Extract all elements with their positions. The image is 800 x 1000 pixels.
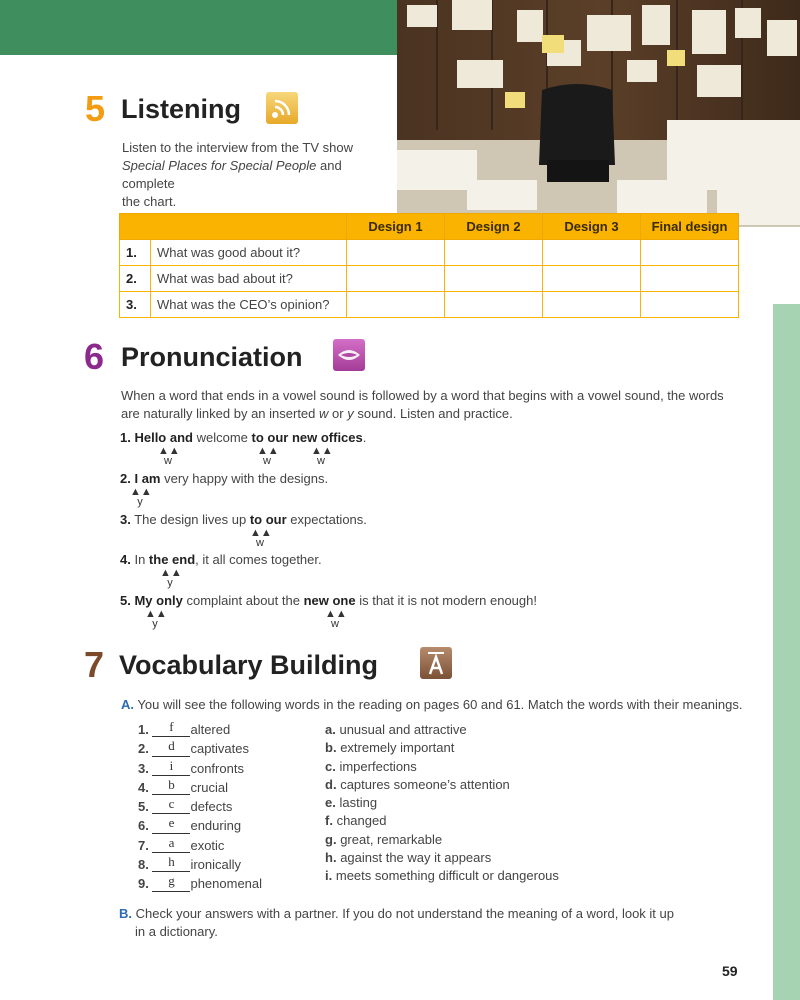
answer-cell[interactable]: [445, 240, 543, 266]
answer-cell[interactable]: [543, 240, 641, 266]
link-mark: ▲▲ w: [250, 527, 272, 549]
list-item: e. lasting: [325, 795, 378, 811]
answer-cell[interactable]: [347, 266, 445, 292]
list-item: g. great, remarkable: [325, 831, 443, 847]
list-item: 7. a exotic: [138, 834, 225, 853]
answer-cell[interactable]: [543, 292, 641, 318]
pronunciation-intro: When a word that ends in a vowel sound is followed by a word that begins with a vowel sound, the words are naturally linked by an inserted w or y sound. Listen and practice.: [121, 388, 724, 421]
answer-cell[interactable]: [641, 240, 739, 266]
vocab-word-list: [138, 721, 308, 895]
link-mark: ▲▲ w: [257, 445, 279, 467]
answer-blank[interactable]: g: [152, 872, 190, 891]
answer-blank[interactable]: c: [152, 795, 190, 814]
link-mark: ▲▲ y: [160, 567, 182, 589]
chart-header-blank: [120, 214, 347, 240]
section-number-pronunciation: 6: [84, 336, 105, 377]
pron-item-1: 1. Hello and welcome to our new offices.: [120, 430, 367, 445]
answer-cell[interactable]: [445, 266, 543, 292]
answer-cell[interactable]: [445, 292, 543, 318]
list-item: h. against the way it appears: [325, 850, 492, 866]
section-title-pronunciation: Pronunciation: [121, 342, 303, 372]
answer-cell[interactable]: [347, 292, 445, 318]
row-number: 1.: [120, 240, 151, 266]
list-item: 3. i confronts: [138, 757, 244, 776]
list-item: 6. e enduring: [138, 815, 242, 834]
answer-blank[interactable]: f: [152, 718, 190, 737]
chart-header: Final design: [641, 214, 739, 240]
link-mark: ▲▲ y: [130, 486, 152, 508]
table-row: [120, 240, 739, 266]
row-question: What was bad about it?: [151, 266, 347, 292]
row-question: What was good about it?: [151, 240, 347, 266]
list-item: 2. d captivates: [138, 738, 250, 757]
chart-header: Design 3: [543, 214, 641, 240]
pron-item-4: 4. In the end, it all comes together.: [120, 552, 322, 567]
list-item: 4. b crucial: [138, 776, 229, 795]
table-row: [120, 266, 739, 292]
list-item: d. captures someone’s attention: [325, 776, 510, 792]
answer-blank[interactable]: h: [152, 853, 190, 872]
vocab-letter-icon[interactable]: [420, 647, 452, 679]
list-item: c. imperfections: [325, 758, 417, 774]
vocab-instruction-a: A. You will see the following words in the reading on pages 60 and 61. Match the words with their meanings.: [121, 697, 743, 712]
listening-chart: [119, 213, 739, 318]
row-number: 2.: [120, 266, 151, 292]
vocab-instruction-b: B. Check your answers with a partner. If you do not understand the meaning of a word, look it up in a dictionary.: [119, 906, 674, 939]
mouth-icon[interactable]: [333, 339, 365, 371]
table-row: [120, 292, 739, 318]
header-band: [0, 0, 400, 55]
answer-blank[interactable]: i: [152, 757, 190, 776]
answer-cell[interactable]: [347, 240, 445, 266]
sidebar-strip: [773, 304, 800, 1000]
list-item: 9. g phenomenal: [138, 873, 263, 892]
answer-blank[interactable]: a: [152, 834, 190, 853]
list-item: 5. c defects: [138, 796, 233, 815]
answer-blank[interactable]: d: [152, 737, 190, 756]
answer-blank[interactable]: e: [152, 814, 190, 833]
list-item: b. extremely important: [325, 740, 455, 756]
link-mark: ▲▲ w: [158, 445, 180, 467]
pron-item-5: 5. My only complaint about the new one is that it is not modern enough!: [120, 593, 537, 608]
answer-cell[interactable]: [641, 292, 739, 318]
section-number-listening: 5: [85, 88, 106, 129]
pron-item-2: 2. I am very happy with the designs.: [120, 471, 329, 486]
row-question: What was the CEO’s opinion?: [151, 292, 347, 318]
answer-blank[interactable]: b: [152, 776, 190, 795]
answer-cell[interactable]: [543, 266, 641, 292]
listening-intro: Listen to the interview from the TV show Special Places for Special People and complete the chart.: [122, 140, 353, 209]
chart-header: Design 2: [445, 214, 543, 240]
list-item: i. meets something difficult or dangerous: [325, 868, 559, 884]
audio-icon[interactable]: [266, 92, 298, 124]
section-number-vocabulary: 7: [84, 644, 105, 685]
list-item: 8. h ironically: [138, 854, 242, 873]
section-title-vocabulary: Vocabulary Building: [119, 650, 379, 680]
link-mark: ▲▲ w: [325, 608, 347, 630]
vocab-meaning-list: [325, 721, 625, 886]
list-item: 1. f altered: [138, 719, 231, 737]
answer-cell[interactable]: [641, 266, 739, 292]
pron-item-3: 3. The design lives up to our expectations.: [120, 512, 367, 527]
link-mark: ▲▲ y: [145, 608, 167, 630]
list-item: f. changed: [325, 813, 387, 829]
link-mark: ▲▲ w: [311, 445, 333, 467]
list-item: a. unusual and attractive: [325, 722, 467, 737]
section-title-listening: Listening: [121, 94, 241, 124]
office-photo: [397, 0, 800, 227]
row-number: 3.: [120, 292, 151, 318]
page-number: 59: [722, 963, 738, 979]
chart-header: Design 1: [347, 214, 445, 240]
